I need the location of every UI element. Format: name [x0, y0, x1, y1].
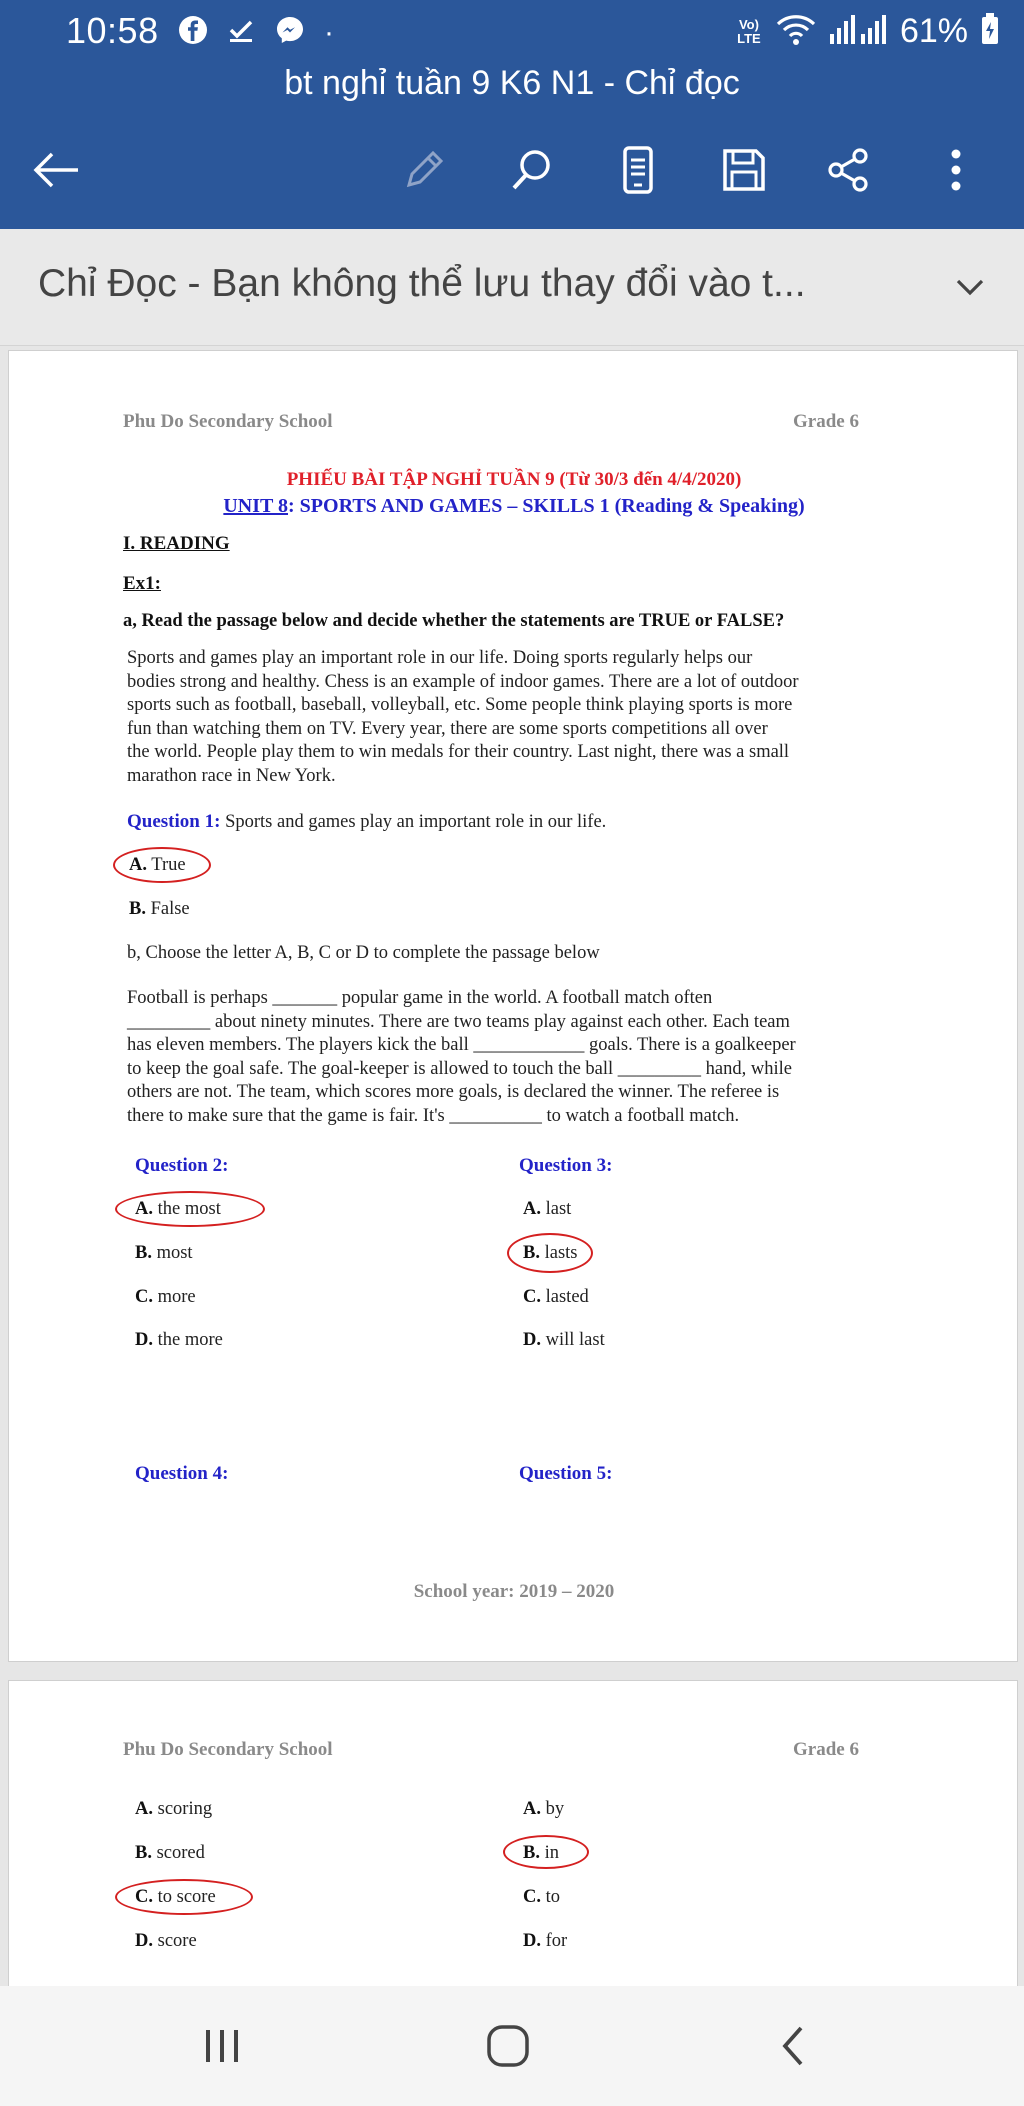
recent-apps-icon[interactable] — [172, 2006, 272, 2086]
question-3-label: Question 3: — [519, 1155, 613, 1176]
q2-option-d: D. the more — [135, 1330, 223, 1350]
question-1-label: Question 1: — [127, 811, 221, 832]
answer-circle — [115, 1191, 265, 1227]
answer-circle — [507, 1233, 593, 1273]
passage-line: others are not. The team, which scores more goals, is declared the winner. The referee is — [127, 1082, 780, 1102]
app-bar — [0, 0, 1024, 229]
page-header-school: Phu Do Secondary School — [123, 411, 333, 432]
messenger-icon — [274, 14, 306, 51]
search-icon[interactable] — [500, 138, 564, 202]
passage-line: bodies strong and healthy. Chess is an example of indoor games. There are a lot of outdoor — [127, 671, 799, 692]
passage-line: the world. People play them to win medals for their country. Last night, there was a small — [127, 742, 790, 762]
worksheet-title: PHIẾU BÀI TẬP NGHỈ TUẦN 9 (Từ 30/3 đến 4/4/2020) — [286, 469, 742, 490]
passage-line: has eleven members. The players kick the ball ____________ goals. There is a goalkeeper — [127, 1035, 796, 1055]
signal-icon — [828, 12, 888, 51]
battery-percent: 61% — [899, 12, 968, 50]
q5-option-a: A. by — [523, 1799, 565, 1819]
q4-option-b: B. scored — [135, 1843, 205, 1863]
document-viewer[interactable] — [0, 346, 1024, 1986]
passage-line: to keep the goal safe. The goal-keeper is allowed to touch the ball _________ hand, while — [127, 1058, 792, 1079]
home-icon[interactable] — [458, 2006, 558, 2086]
system-nav-bar — [0, 1986, 1024, 2106]
instruction-b: b, Choose the letter A, B, C or D to complete the passage below — [127, 943, 600, 963]
page-header-grade: Grade 6 — [793, 411, 859, 432]
q4-option-d: D. score — [135, 1931, 197, 1951]
mobile-view-icon[interactable] — [606, 138, 670, 202]
q1-option-a: A. True — [129, 855, 186, 875]
unit-name: : SPORTS AND GAMES – SKILLS 1 (Reading & Speaking) — [288, 495, 805, 517]
back-arrow-icon[interactable] — [24, 138, 88, 202]
passage-line: there to make sure that the game is fair. It's __________ to watch a football match. — [127, 1105, 740, 1126]
q5-option-d: D. for — [523, 1931, 568, 1951]
passage-line: sports such as football, baseball, volleyball, etc. Some people think playing sports is more — [127, 695, 793, 715]
document-title: bt nghỉ tuần 9 K6 N1 - Chỉ đọc — [284, 64, 740, 102]
battery-icon — [980, 12, 1000, 51]
download-done-icon — [226, 15, 256, 50]
question-1 — [127, 811, 606, 833]
status-bar — [0, 0, 1024, 64]
document-page-1 — [8, 350, 1018, 1662]
status-time: 10:58 — [66, 10, 159, 51]
question-2-label: Question 2: — [135, 1155, 229, 1176]
more-vert-icon[interactable] — [924, 138, 988, 202]
share-icon[interactable] — [816, 138, 880, 202]
q2-option-a: A. the most — [135, 1199, 221, 1219]
document-page-2 — [8, 1680, 1018, 1986]
q1-option-b: B. False — [129, 899, 190, 919]
volte-icon: Vo) LTE — [737, 16, 761, 46]
answer-circle — [503, 1835, 589, 1869]
passage-line: marathon race in New York. — [127, 765, 336, 786]
q3-option-d: D. will last — [523, 1330, 605, 1350]
answer-circle — [115, 1879, 253, 1915]
q2-option-b: B. most — [135, 1243, 193, 1263]
pencil-icon[interactable] — [392, 138, 456, 202]
passage-line: fun than watching them on TV. Every year, there are some sports competitions all over — [127, 718, 768, 739]
cloze-passage — [127, 987, 905, 1128]
read-only-message: Chỉ Đọc - Bạn không thể lưu thay đổi vào t... — [38, 262, 806, 305]
q4-option-a: A. scoring — [135, 1799, 213, 1819]
status-dot: · — [324, 15, 334, 49]
exercise-heading: Ex1: — [123, 573, 161, 594]
question-4-label: Question 4: — [135, 1463, 229, 1484]
q2-option-c: C. more — [135, 1287, 196, 1307]
page-header-grade: Grade 6 — [793, 1739, 859, 1760]
instruction-a: a, Read the passage below and decide whether the statements are TRUE or FALSE? — [123, 611, 785, 631]
reading-passage — [127, 647, 905, 788]
chevron-down-icon[interactable] — [948, 265, 992, 309]
passage-line: Sports and games play an important role in our life. Doing sports regularly helps our — [127, 648, 753, 668]
q5-option-b: B. in — [523, 1843, 559, 1863]
q3-option-b: B. lasts — [523, 1243, 578, 1263]
q3-option-c: C. lasted — [523, 1287, 589, 1307]
toolbar — [0, 138, 1024, 202]
section-heading: I. READING — [123, 533, 230, 554]
q3-option-a: A. last — [523, 1199, 572, 1219]
passage-line: _________ about ninety minutes. There are two teams play against each other. Each team — [127, 1011, 790, 1032]
wifi-icon — [776, 12, 816, 51]
facebook-icon — [178, 15, 208, 50]
passage-line: Football is perhaps _______ popular game in the world. A football match often — [127, 988, 713, 1008]
unit-title — [9, 495, 1019, 518]
page-footer: School year: 2019 – 2020 — [413, 1581, 615, 1602]
q4-option-c: C. to score — [135, 1887, 216, 1907]
question-5-label: Question 5: — [519, 1463, 613, 1484]
unit-number: UNIT 8 — [223, 495, 289, 517]
save-icon[interactable] — [712, 138, 776, 202]
page-header-school: Phu Do Secondary School — [123, 1739, 333, 1760]
back-icon[interactable] — [744, 2006, 844, 2086]
answer-circle — [113, 847, 211, 883]
read-only-banner[interactable] — [0, 229, 1024, 346]
question-1-text: Sports and games play an important role in our life. — [220, 812, 607, 832]
q5-option-c: C. to — [523, 1887, 561, 1907]
